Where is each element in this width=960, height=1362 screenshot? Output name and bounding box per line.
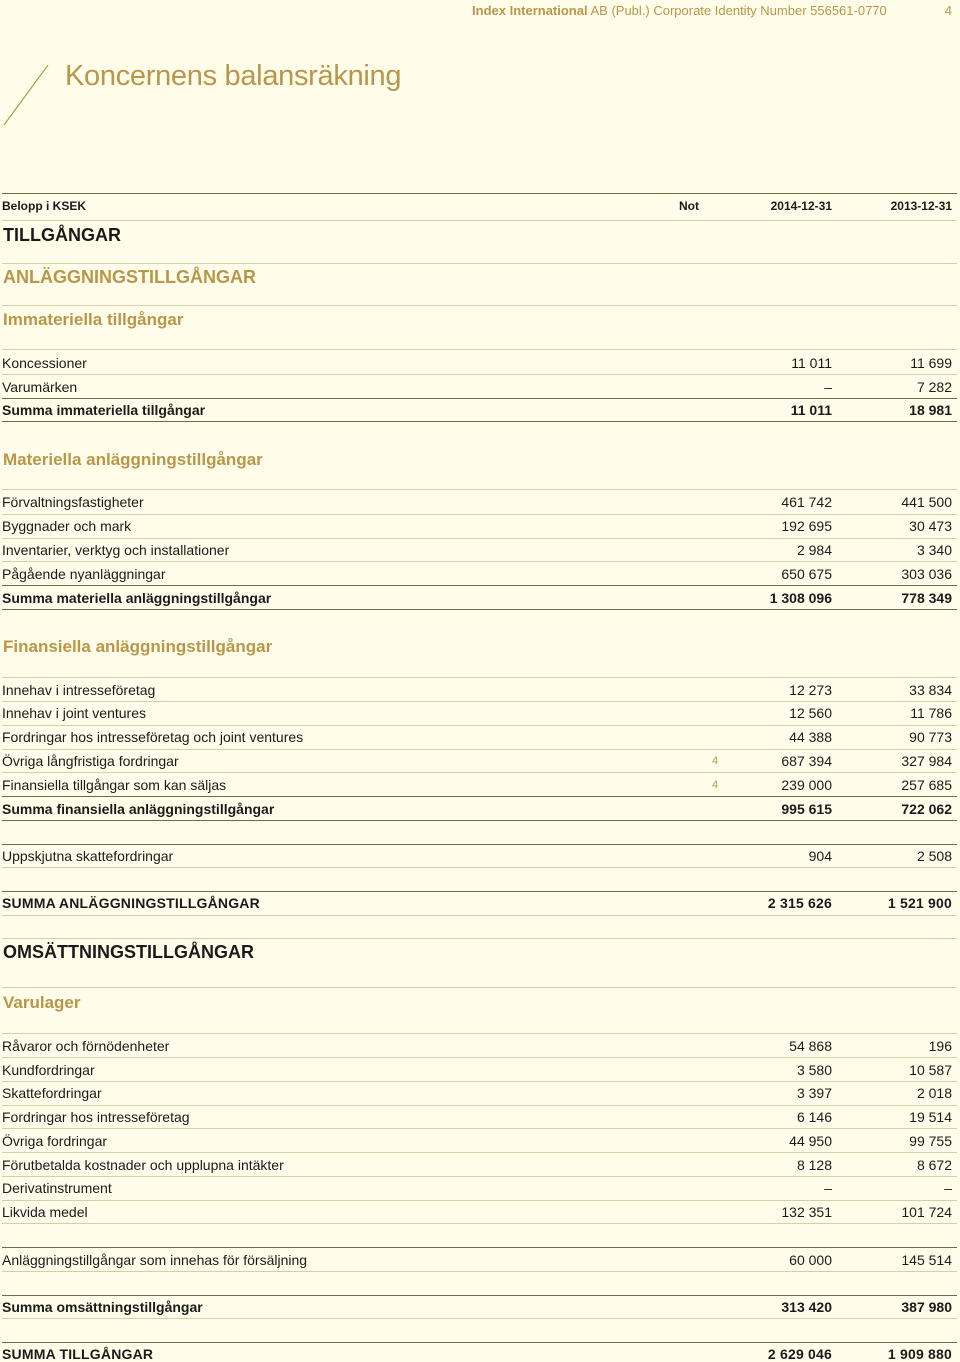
rule [2, 725, 957, 726]
row-value-2013: 145 514 [901, 1252, 952, 1268]
table-row [2, 1157, 957, 1173]
sum-value-2014: 313 420 [781, 1299, 832, 1315]
sum-value-2013: 18 981 [909, 402, 952, 418]
row-value-2013: 33 834 [909, 682, 952, 698]
rule [2, 1247, 957, 1248]
row-value-2013: 2 508 [916, 848, 952, 864]
row-value-2014: 44 388 [789, 729, 832, 745]
row-label: Derivatinstrument [2, 1180, 112, 1196]
table-row [2, 1252, 957, 1268]
table-row [2, 1204, 957, 1220]
row-value-2014: 2 984 [796, 542, 832, 558]
total-label: SUMMA TILLGÅNGAR [2, 1346, 154, 1362]
sum-row [2, 895, 957, 911]
row-value-2013: 19 514 [909, 1109, 952, 1125]
rule [2, 844, 957, 845]
row-value-2014: 54 868 [789, 1038, 832, 1054]
table-row [2, 682, 957, 698]
row-label: Förvaltningsfastigheter [2, 494, 144, 510]
row-value-2013: 303 036 [901, 566, 952, 582]
row-value-2014: 239 000 [781, 777, 832, 793]
row-value-2014: 687 394 [781, 753, 832, 769]
rule [2, 1318, 957, 1319]
rule [2, 514, 957, 515]
row-value-2014: 192 695 [781, 518, 832, 534]
row-value-2013: 257 685 [901, 777, 952, 793]
sum-value-2014: 2 315 626 [767, 895, 832, 911]
row-label: Förutbetalda kostnader och upplupna intäkter [2, 1157, 284, 1173]
col-label: Belopp i KSEK [2, 199, 87, 213]
table-row [2, 777, 957, 793]
rule [2, 1105, 957, 1106]
row-value-2014: 60 000 [789, 1252, 832, 1268]
rule [2, 1128, 957, 1129]
table-row [2, 1085, 957, 1101]
total-value-2014: 2 629 046 [767, 1346, 832, 1362]
row-label: Råvaror och förnödenheter [2, 1038, 170, 1054]
rule [2, 1176, 957, 1177]
sum-label: Summa immateriella tillgångar [2, 402, 206, 418]
table-row [2, 379, 957, 395]
row-value-2014: 132 351 [781, 1204, 832, 1220]
rule [2, 677, 957, 678]
row-value-2013: 196 [928, 1038, 952, 1054]
rule [2, 1200, 957, 1201]
column-header-row [2, 198, 957, 214]
table-row [2, 518, 957, 534]
rule [2, 489, 957, 490]
rule [2, 398, 957, 399]
col-2013: 2013-12-31 [890, 199, 952, 213]
rule [2, 1223, 957, 1224]
rule [2, 538, 957, 539]
heading-varulager: Varulager [3, 993, 81, 1012]
row-label: Övriga långfristiga fordringar [2, 753, 179, 769]
rule [2, 305, 957, 306]
row-label: Fordringar hos intresseföretag och joint ventures [2, 729, 304, 745]
rule [2, 349, 957, 350]
row-label: Uppskjutna skattefordringar [2, 848, 174, 864]
rule [2, 891, 957, 892]
rule [2, 938, 957, 939]
rule [2, 1152, 957, 1153]
row-label: Pågående nyanläggningar [2, 566, 166, 582]
row-value-2013: 30 473 [909, 518, 952, 534]
sum-value-2014: 1 308 096 [769, 590, 832, 606]
table-row [2, 1062, 957, 1078]
table-row [2, 848, 957, 864]
rule [2, 987, 957, 988]
rule [2, 772, 957, 773]
heading-materiella: Materiella anläggningstillgångar [3, 450, 263, 469]
rule [2, 915, 957, 916]
rule [2, 193, 957, 194]
row-value-2014: 461 742 [781, 494, 832, 510]
sum-row [2, 801, 957, 817]
table-row [2, 355, 957, 371]
rule [2, 263, 957, 264]
row-value-2014: 8 128 [796, 1157, 832, 1173]
row-value-2014: 11 011 [791, 355, 832, 371]
sum-label: Summa materiella anläggningstillgångar [2, 590, 272, 606]
row-label: Koncessioner [2, 355, 87, 371]
row-label: Likvida medel [2, 1204, 88, 1220]
sum-label: Summa finansiella anläggningstillgångar [2, 801, 275, 817]
table-row [2, 566, 957, 582]
rule [2, 749, 957, 750]
sum-value-2014: 11 011 [790, 402, 832, 418]
row-value-2014: 12 273 [789, 682, 832, 698]
decorative-slash-icon [2, 62, 52, 128]
row-value-2014: 650 675 [781, 566, 832, 582]
rule [2, 1342, 957, 1343]
row-value-2013: 90 773 [909, 729, 952, 745]
row-value-2014: – [824, 1180, 832, 1196]
page-header [472, 3, 952, 19]
rule [2, 561, 957, 562]
sum-row [2, 590, 957, 606]
heading-omsattning: OMSÄTTNINGSTILLGÅNGAR [3, 942, 254, 962]
page-number: 4 [944, 3, 952, 18]
row-label: Skattefordringar [2, 1085, 102, 1101]
table-row [2, 1180, 957, 1196]
heading-finansiella: Finansiella anläggningstillgångar [3, 637, 273, 656]
row-value-2013: 7 282 [916, 379, 952, 395]
rule [2, 1033, 957, 1034]
row-label: Anläggningstillgångar som innehas för försäljning [2, 1252, 308, 1268]
row-label: Innehav i joint ventures [2, 705, 146, 721]
row-value-2013: 8 672 [916, 1157, 952, 1173]
rule [2, 585, 957, 586]
row-note: 4 [712, 779, 719, 791]
rule [2, 1081, 957, 1082]
heading-immateriella: Immateriella tillgångar [3, 310, 184, 329]
table-row [2, 729, 957, 745]
rule [2, 1057, 957, 1058]
row-value-2013: 3 340 [916, 542, 952, 558]
rule [2, 1271, 957, 1272]
row-value-2013: 101 724 [901, 1204, 952, 1220]
sum-value-2013: 778 349 [901, 590, 952, 606]
sum-label: SUMMA ANLÄGGNINGSTILLGÅNGAR [2, 895, 260, 911]
sum-row [2, 1299, 957, 1315]
rule [2, 421, 957, 422]
row-value-2013: 10 587 [909, 1062, 952, 1078]
rule [2, 220, 957, 221]
row-label: Innehav i intresseföretag [2, 682, 156, 698]
total-value-2013: 1 909 880 [887, 1346, 952, 1362]
sum-value-2013: 387 980 [901, 1299, 952, 1315]
total-row [2, 1346, 957, 1362]
row-label: Fordringar hos intresseföretag [2, 1109, 190, 1125]
row-label: Varumärken [2, 379, 78, 395]
rule [2, 820, 957, 821]
table-row [2, 542, 957, 558]
row-value-2013: – [944, 1180, 952, 1196]
sum-row [2, 402, 957, 418]
table-row [2, 494, 957, 510]
row-label: Finansiella tillgångar som kan säljas [2, 777, 227, 793]
row-value-2013: 11 786 [910, 705, 952, 721]
row-value-2014: 3 580 [796, 1062, 832, 1078]
row-value-2014: 12 560 [789, 705, 832, 721]
sum-value-2013: 722 062 [901, 801, 952, 817]
sum-value-2014: 995 615 [781, 801, 832, 817]
col-2014: 2014-12-31 [770, 199, 832, 213]
heading-tillgangar: TILLGÅNGAR [3, 225, 121, 245]
rule [2, 867, 957, 868]
col-not: Not [679, 199, 699, 213]
table-row [2, 1133, 957, 1149]
rule [2, 1295, 957, 1296]
row-value-2014: – [824, 379, 832, 395]
table-row [2, 753, 957, 769]
row-value-2014: 44 950 [789, 1133, 832, 1149]
row-label: Byggnader och mark [2, 518, 132, 534]
rule [2, 701, 957, 702]
row-label: Övriga fordringar [2, 1133, 108, 1149]
heading-anlaggning: ANLÄGGNINGSTILLGÅNGAR [3, 267, 256, 287]
table-row [2, 1109, 957, 1125]
rule [2, 609, 957, 610]
row-value-2013: 11 699 [910, 355, 952, 371]
row-value-2014: 6 146 [796, 1109, 832, 1125]
page-title: Koncernens balansräkning [65, 60, 402, 92]
row-label: Inventarier, verktyg och installationer [2, 542, 230, 558]
company-name: Index International [472, 3, 588, 18]
table-row [2, 705, 957, 721]
row-value-2014: 904 [808, 848, 832, 864]
rule [2, 796, 957, 797]
sum-value-2013: 1 521 900 [887, 895, 952, 911]
row-value-2013: 2 018 [916, 1085, 952, 1101]
rule [2, 374, 957, 375]
row-value-2014: 3 397 [796, 1085, 832, 1101]
row-label: Kundfordringar [2, 1062, 95, 1078]
row-value-2013: 441 500 [901, 494, 952, 510]
sum-label: Summa omsättningstillgångar [2, 1299, 203, 1315]
row-value-2013: 327 984 [901, 753, 952, 769]
table-row [2, 1038, 957, 1054]
row-value-2013: 99 755 [909, 1133, 952, 1149]
row-note: 4 [712, 755, 719, 767]
company-id: AB (Publ.) Corporate Identity Number 556561-0770 [587, 3, 887, 18]
